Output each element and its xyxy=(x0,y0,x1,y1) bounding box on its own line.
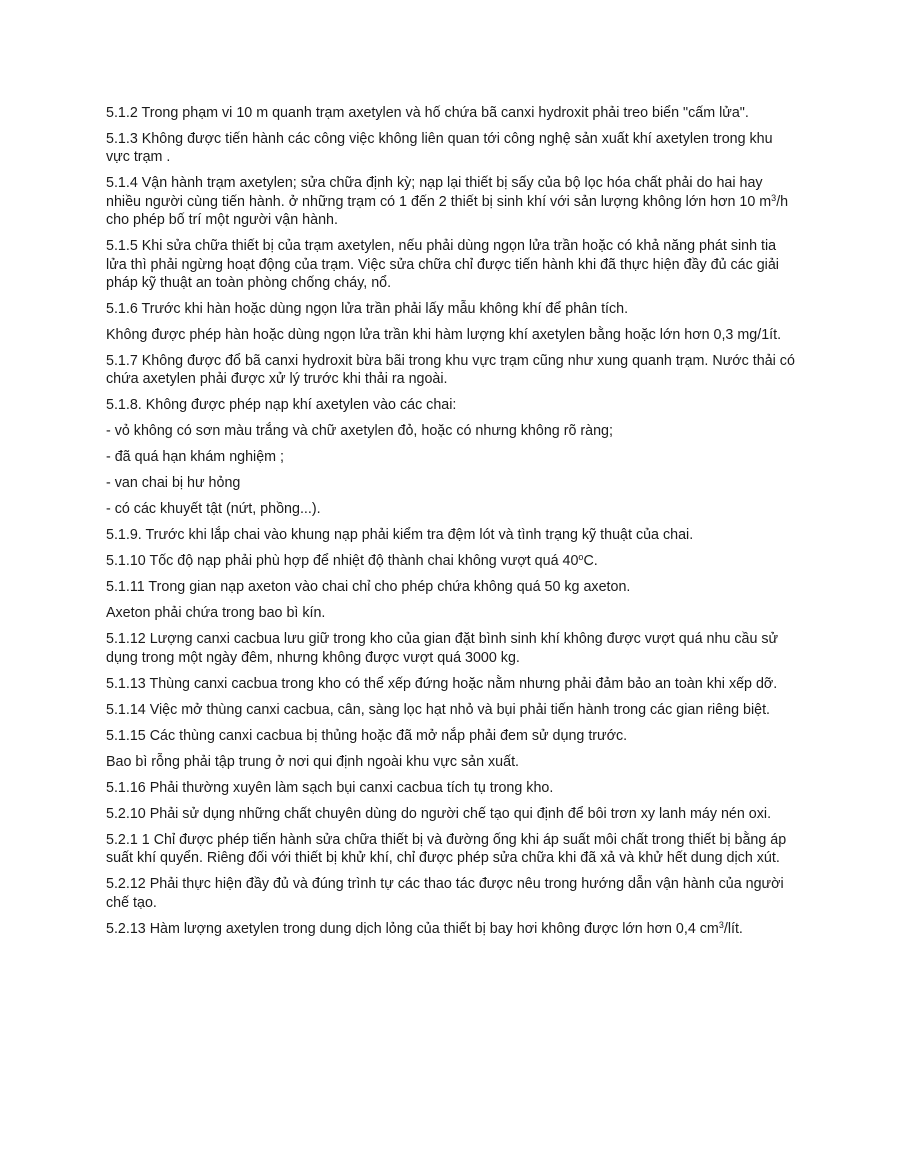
paragraph-5-1-7: 5.1.7 Không được đổ bã canxi hydroxit bừa bãi trong khu vực trạm cũng như xung quanh trạm. Nước thải có chứa axetylen phải được xử lý trước khi thải ra ngoài. xyxy=(106,353,795,388)
document-body xyxy=(106,104,796,946)
paragraph-5-1-11: 5.1.11 Trong gian nạp axeton vào chai chỉ cho phép chứa không quá 50 kg axeton. xyxy=(106,579,631,596)
paragraph-5-2-12: 5.2.12 Phải thực hiện đầy đủ và đúng trình tự các thao tác được nêu trong hướng dẫn vận hành của người chế tạo. xyxy=(106,876,784,911)
list-item-5-1-8-c: - van chai bị hư hỏng xyxy=(106,475,241,492)
superscript-exponent: 3 xyxy=(771,192,777,203)
paragraph-5-1-15-note: Bao bì rỗng phải tập trung ở nơi qui định ngoài khu vực sản xuất. xyxy=(106,753,520,770)
paragraph-5-1-6-note: Không được phép hàn hoặc dùng ngọn lửa trần khi hàm lượng khí axetylen bằng hoặc lớn hơn 0,3 mg/1ít. xyxy=(106,327,782,344)
paragraph-5-2-13 xyxy=(106,920,796,938)
paragraph-text: /lít. xyxy=(723,920,743,937)
paragraph-5-1-2: 5.1.2 Trong phạm vi 10 m quanh trạm axetylen và hố chứa bã canxi hydroxit phải treo biển "cấm lửa". xyxy=(106,105,749,121)
list-item-5-1-8-d: - có các khuyết tật (nứt, phồng...). xyxy=(106,501,321,518)
list-item-5-1-8-a: - vỏ không có sơn màu trắng và chữ axetylen đỏ, hoặc có nhưng không rõ ràng; xyxy=(106,423,613,440)
paragraph-5-1-13: 5.1.13 Thùng canxi cacbua trong kho có thể xếp đứng hoặc nằm nhưng phải đảm bảo an toàn khi xếp dỡ. xyxy=(106,675,778,692)
paragraph-5-1-9: 5.1.9. Trước khi lắp chai vào khung nạp phải kiểm tra đệm lót và tình trạng kỹ thuật của chai. xyxy=(106,527,694,544)
paragraph-text: C. xyxy=(583,553,598,570)
paragraph-text: 5.1.10 Tốc độ nạp phải phù hợp để nhiệt độ thành chai không vượt quá 40 xyxy=(106,553,579,570)
paragraph-5-1-15: 5.1.15 Các thùng canxi cacbua bị thủng hoặc đã mở nắp phải đem sử dụng trước. xyxy=(106,727,628,744)
superscript-exponent: 3 xyxy=(718,919,724,930)
paragraph-5-1-5: 5.1.5 Khi sửa chữa thiết bị của trạm axetylen, nếu phải dùng ngọn lửa trần hoặc có khả năng phát sinh tia lửa thì phải ngừng hoạt động của trạm. Việc sửa chữa chỉ được tiến hành khi đã thực hiện đầy đủ các giải pháp kỹ thuật an toàn phòng chống cháy, nổ. xyxy=(106,238,779,292)
paragraph-text: 5.2.13 Hàm lượng axetylen trong dung dịch lỏng của thiết bị bay hơi không được lớn hơn 0,4 cm xyxy=(106,920,719,937)
paragraph-5-1-12: 5.1.12 Lượng canxi cacbua lưu giữ trong kho của gian đặt bình sinh khí không được vượt quá nhu cầu sử dụng trong một ngày đêm, nhưng không được vượt quá 3000 kg. xyxy=(106,631,779,666)
paragraph-5-1-10 xyxy=(106,552,796,570)
paragraph-text: /h cho phép bố trí một người vận hành. xyxy=(106,193,789,229)
paragraph-5-1-3: 5.1.3 Không được tiến hành các công việc không liên quan tới công nghệ sản xuất khí axetylen trong khu vực trạm . xyxy=(106,131,773,166)
superscript-degree: o xyxy=(578,552,584,563)
paragraph-5-1-8: 5.1.8. Không được phép nạp khí axetylen vào các chai: xyxy=(106,397,457,414)
paragraph-5-1-16: 5.1.16 Phải thường xuyên làm sạch bụi canxi cacbua tích tụ trong kho. xyxy=(106,779,554,796)
paragraph-5-1-4 xyxy=(106,174,796,229)
paragraph-5-1-14: 5.1.14 Việc mở thùng canxi cacbua, cân, sàng lọc hạt nhỏ và bụi phải tiến hành trong các gian riêng biệt. xyxy=(106,701,771,718)
paragraph-5-2-11: 5.2.1 1 Chỉ được phép tiến hành sửa chữa thiết bị và đường ống khi áp suất môi chất trong thiết bị bằng áp suất khí quyển. Riêng đối với thiết bị khử khí, chỉ được phép sửa chữa khi đã xả và khử hết dung dịch xút. xyxy=(106,831,787,867)
list-item-5-1-8-b: - đã quá hạn khám nghiệm ; xyxy=(106,449,285,466)
paragraph-text: 5.1.4 Vận hành trạm axetylen; sửa chữa định kỳ; nạp lại thiết bị sấy của bộ lọc hóa chất phải do hai hay nhiều người cùng tiến hành. ở những trạm có 1 đến 2 thiết bị sinh khí với sản lượng không lớn hơn 10 m xyxy=(106,175,772,210)
paragraph-5-1-6: 5.1.6 Trước khi hàn hoặc dùng ngọn lửa trần phải lấy mẫu không khí để phân tích. xyxy=(106,301,629,318)
paragraph-5-1-11-note: Axeton phải chứa trong bao bì kín. xyxy=(106,605,326,622)
paragraph-5-2-10: 5.2.10 Phải sử dụng những chất chuyên dùng do người chế tạo qui định để bôi trơn xy lanh máy nén oxi. xyxy=(106,805,772,822)
